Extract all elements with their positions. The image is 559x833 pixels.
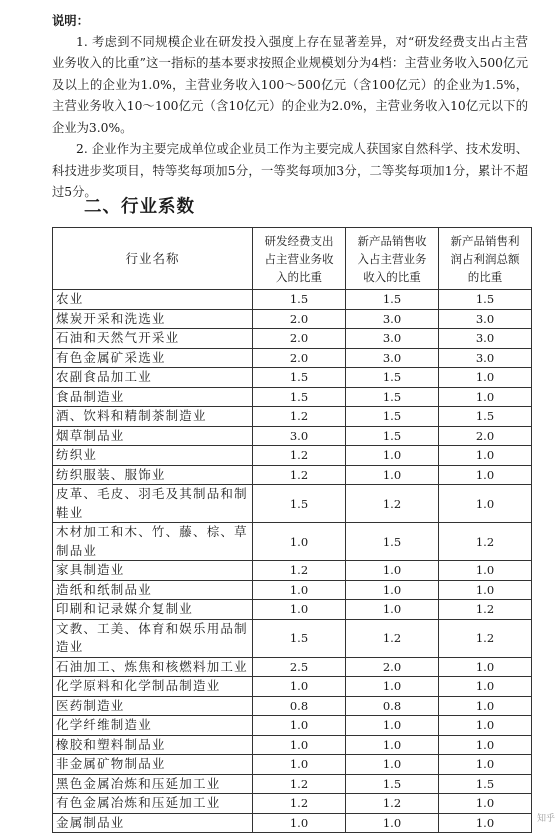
table-body xyxy=(53,290,532,833)
new-product-profit-cell: 1.0 xyxy=(439,716,532,736)
table-row xyxy=(53,580,532,600)
table-row xyxy=(53,485,532,523)
new-product-profit-cell: 1.0 xyxy=(439,657,532,677)
new-product-revenue-cell: 3.0 xyxy=(346,348,439,368)
new-product-profit-cell: 1.0 xyxy=(439,465,532,485)
table-header-row xyxy=(53,228,532,290)
rd-ratio-cell: 1.0 xyxy=(253,580,346,600)
industry-name-cell: 文教、工美、体育和娱乐用品制造业 xyxy=(53,619,253,657)
industry-name-cell: 印刷和记录媒介复制业 xyxy=(53,600,253,620)
new-product-profit-cell: 1.5 xyxy=(439,774,532,794)
table-row xyxy=(53,387,532,407)
new-product-profit-cell: 1.0 xyxy=(439,368,532,388)
new-product-profit-cell: 1.0 xyxy=(439,677,532,697)
new-product-profit-cell: 1.0 xyxy=(439,485,532,523)
rd-ratio-cell: 2.5 xyxy=(253,657,346,677)
rd-ratio-cell: 1.2 xyxy=(253,561,346,581)
rd-ratio-cell: 3.0 xyxy=(253,426,346,446)
industry-name-cell: 皮革、毛皮、羽毛及其制品和制鞋业 xyxy=(53,485,253,523)
new-product-revenue-cell: 3.0 xyxy=(346,309,439,329)
industry-name-cell: 酒、饮料和精制茶制造业 xyxy=(53,407,253,427)
new-product-profit-cell: 1.0 xyxy=(439,446,532,466)
new-product-revenue-cell: 1.5 xyxy=(346,523,439,561)
industry-name-cell: 家具制造业 xyxy=(53,561,253,581)
table-row xyxy=(53,619,532,657)
new-product-profit-cell: 1.0 xyxy=(439,794,532,814)
industry-name-cell: 非金属矿物制品业 xyxy=(53,755,253,775)
rd-ratio-cell: 1.0 xyxy=(253,716,346,736)
new-product-revenue-cell: 1.2 xyxy=(346,794,439,814)
rd-ratio-cell: 1.2 xyxy=(253,407,346,427)
table-row xyxy=(53,794,532,814)
new-product-revenue-cell: 0.8 xyxy=(346,696,439,716)
notes-block xyxy=(52,10,528,204)
table-row xyxy=(53,309,532,329)
table-row xyxy=(53,600,532,620)
new-product-profit-cell: 3.0 xyxy=(439,329,532,349)
header-industry-name: 行业名称 xyxy=(53,228,253,290)
rd-ratio-cell: 2.0 xyxy=(253,309,346,329)
new-product-revenue-cell: 1.5 xyxy=(346,290,439,310)
new-product-revenue-cell: 1.5 xyxy=(346,387,439,407)
new-product-revenue-cell: 1.0 xyxy=(346,465,439,485)
rd-ratio-cell: 1.2 xyxy=(253,794,346,814)
table-row xyxy=(53,696,532,716)
new-product-profit-cell: 1.0 xyxy=(439,696,532,716)
table-row xyxy=(53,735,532,755)
table-row xyxy=(53,368,532,388)
new-product-profit-cell: 3.0 xyxy=(439,348,532,368)
table-row xyxy=(53,755,532,775)
rd-ratio-cell: 1.2 xyxy=(253,774,346,794)
rd-ratio-cell: 2.0 xyxy=(253,348,346,368)
rd-ratio-cell: 1.0 xyxy=(253,523,346,561)
table-row xyxy=(53,407,532,427)
industry-name-cell: 黑色金属冶炼和压延加工业 xyxy=(53,774,253,794)
new-product-profit-cell: 1.0 xyxy=(439,580,532,600)
rd-ratio-cell: 1.2 xyxy=(253,465,346,485)
industry-coefficient-table xyxy=(52,227,532,833)
new-product-profit-cell: 1.0 xyxy=(439,755,532,775)
industry-name-cell: 煤炭开采和洗选业 xyxy=(53,309,253,329)
rd-ratio-cell: 2.0 xyxy=(253,329,346,349)
rd-ratio-cell: 1.0 xyxy=(253,813,346,833)
table-row xyxy=(53,446,532,466)
rd-ratio-cell: 1.5 xyxy=(253,387,346,407)
rd-ratio-cell: 1.5 xyxy=(253,619,346,657)
table-row xyxy=(53,426,532,446)
rd-ratio-cell: 1.5 xyxy=(253,290,346,310)
new-product-revenue-cell: 1.5 xyxy=(346,426,439,446)
industry-name-cell: 纺织业 xyxy=(53,446,253,466)
rd-ratio-cell: 0.8 xyxy=(253,696,346,716)
new-product-revenue-cell: 1.5 xyxy=(346,368,439,388)
new-product-revenue-cell: 1.0 xyxy=(346,600,439,620)
industry-name-cell: 食品制造业 xyxy=(53,387,253,407)
table-row xyxy=(53,813,532,833)
new-product-revenue-cell: 1.5 xyxy=(346,407,439,427)
industry-name-cell: 石油和天然气开采业 xyxy=(53,329,253,349)
rd-ratio-cell: 1.5 xyxy=(253,485,346,523)
new-product-revenue-cell: 1.0 xyxy=(346,446,439,466)
note-paragraph-2: 2. 企业作为主要完成单位或企业员工作为主要完成人获国家自然科学、技术发明、科技进步奖项目，特等奖每项加5分，一等奖每项加3分，二等奖每项加1分，累计不超过5分。 xyxy=(52,142,528,199)
notes-title: 说明： xyxy=(52,13,89,28)
industry-name-cell: 农副食品加工业 xyxy=(53,368,253,388)
note-paragraph-1: 1. 考虑到不同规模企业在研发投入强度上存在显著差异，对“研发经费支出占主营业务收入的比重”这一指标的基本要求按照企业规模划分为4档：主营业务收入500亿元及以上的企业为1.0%，主营业务收入100～500亿元（含100亿元）的企业为1.5%，主营业务收入10～100亿元（含10亿元）的企业为2.0%，主营业务收入10亿元以下的企业为3.0%。 xyxy=(52,34,528,135)
section-title: 二、行业系数 xyxy=(84,197,195,217)
table-row xyxy=(53,348,532,368)
new-product-revenue-cell: 1.0 xyxy=(346,755,439,775)
industry-name-cell: 烟草制品业 xyxy=(53,426,253,446)
new-product-profit-cell: 1.2 xyxy=(439,523,532,561)
new-product-profit-cell: 2.0 xyxy=(439,426,532,446)
table-row xyxy=(53,657,532,677)
new-product-profit-cell: 1.0 xyxy=(439,387,532,407)
new-product-revenue-cell: 1.0 xyxy=(346,716,439,736)
header-new-product-profit-ratio: 新产品销售利润占利润总额的比重 xyxy=(439,228,532,290)
new-product-profit-cell: 1.0 xyxy=(439,561,532,581)
new-product-revenue-cell: 1.5 xyxy=(346,774,439,794)
table-row xyxy=(53,465,532,485)
industry-name-cell: 医药制造业 xyxy=(53,696,253,716)
table-row xyxy=(53,677,532,697)
new-product-revenue-cell: 1.0 xyxy=(346,561,439,581)
watermark: 知乎 xyxy=(536,814,555,824)
rd-ratio-cell: 1.0 xyxy=(253,735,346,755)
new-product-revenue-cell: 1.0 xyxy=(346,677,439,697)
new-product-revenue-cell: 1.2 xyxy=(346,485,439,523)
header-new-product-revenue-ratio: 新产品销售收入占主营业务收入的比重 xyxy=(346,228,439,290)
industry-name-cell: 金属制品业 xyxy=(53,813,253,833)
header-rd-ratio: 研发经费支出占主营业务收入的比重 xyxy=(253,228,346,290)
industry-name-cell: 造纸和纸制品业 xyxy=(53,580,253,600)
table-row xyxy=(53,561,532,581)
new-product-profit-cell: 1.5 xyxy=(439,407,532,427)
rd-ratio-cell: 1.0 xyxy=(253,600,346,620)
table-row xyxy=(53,523,532,561)
new-product-profit-cell: 3.0 xyxy=(439,309,532,329)
rd-ratio-cell: 1.0 xyxy=(253,677,346,697)
industry-name-cell: 化学纤维制造业 xyxy=(53,716,253,736)
table-row xyxy=(53,716,532,736)
new-product-profit-cell: 1.5 xyxy=(439,290,532,310)
new-product-revenue-cell: 1.0 xyxy=(346,813,439,833)
new-product-profit-cell: 1.0 xyxy=(439,813,532,833)
rd-ratio-cell: 1.5 xyxy=(253,368,346,388)
new-product-revenue-cell: 2.0 xyxy=(346,657,439,677)
new-product-revenue-cell: 1.0 xyxy=(346,735,439,755)
industry-name-cell: 农业 xyxy=(53,290,253,310)
industry-name-cell: 木材加工和木、竹、藤、棕、草制品业 xyxy=(53,523,253,561)
industry-name-cell: 石油加工、炼焦和核燃料加工业 xyxy=(53,657,253,677)
new-product-profit-cell: 1.2 xyxy=(439,600,532,620)
table-row xyxy=(53,290,532,310)
new-product-revenue-cell: 1.0 xyxy=(346,580,439,600)
new-product-profit-cell: 1.0 xyxy=(439,735,532,755)
industry-name-cell: 纺织服装、服饰业 xyxy=(53,465,253,485)
industry-name-cell: 橡胶和塑料制品业 xyxy=(53,735,253,755)
new-product-profit-cell: 1.2 xyxy=(439,619,532,657)
table-row xyxy=(53,774,532,794)
new-product-revenue-cell: 3.0 xyxy=(346,329,439,349)
rd-ratio-cell: 1.2 xyxy=(253,446,346,466)
industry-name-cell: 化学原料和化学制品制造业 xyxy=(53,677,253,697)
industry-name-cell: 有色金属冶炼和压延加工业 xyxy=(53,794,253,814)
industry-name-cell: 有色金属矿采选业 xyxy=(53,348,253,368)
rd-ratio-cell: 1.0 xyxy=(253,755,346,775)
new-product-revenue-cell: 1.2 xyxy=(346,619,439,657)
table-row xyxy=(53,329,532,349)
